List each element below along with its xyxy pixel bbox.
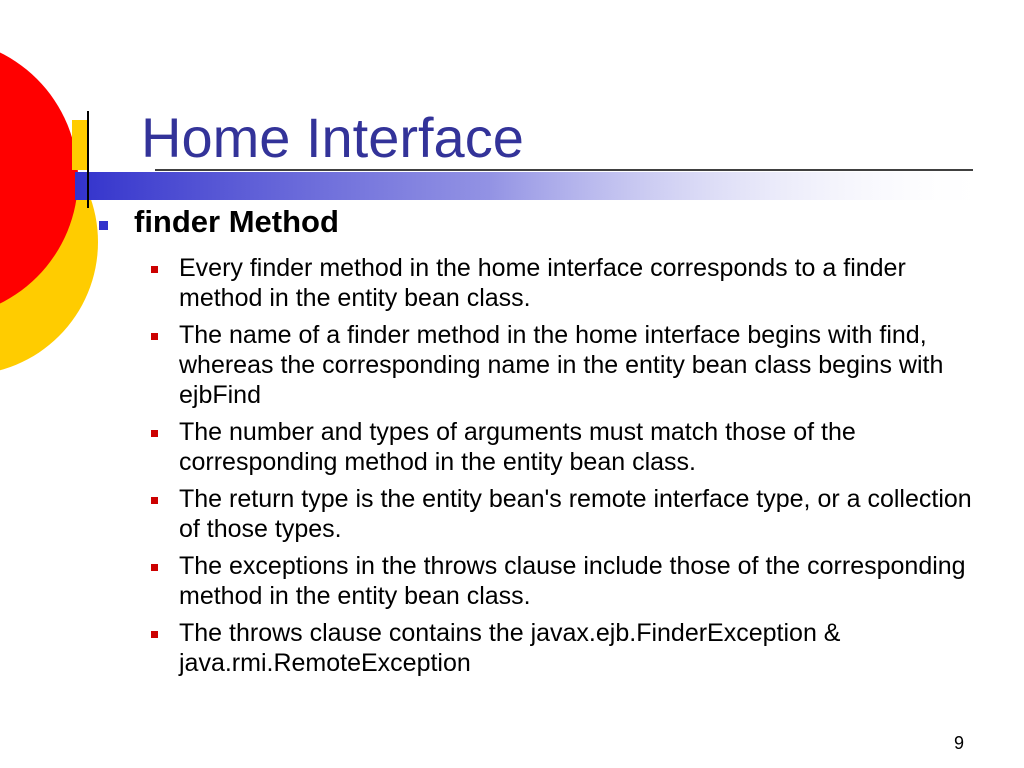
blue-gradient-bar — [75, 172, 995, 200]
square-bullet-icon — [151, 266, 158, 273]
slide-title: Home Interface — [141, 106, 524, 169]
square-bullet-icon — [151, 430, 158, 437]
list-item — [148, 551, 988, 611]
square-bullet-icon — [99, 221, 108, 230]
list-item-text: The throws clause contains the javax.ejb.FinderException & java.rmi.RemoteException — [179, 619, 841, 677]
square-bullet-icon — [151, 631, 158, 638]
list-item — [148, 484, 988, 544]
list-item-text: Every finder method in the home interface corresponds to a finder method in the entity bean class. — [179, 254, 906, 312]
square-bullet-icon — [151, 333, 158, 340]
yellow-square-shape — [72, 120, 89, 170]
bullet-list — [148, 253, 988, 685]
list-item — [148, 618, 988, 678]
list-item — [148, 253, 988, 313]
section-heading: finder Method — [134, 204, 339, 239]
square-bullet-icon — [151, 497, 158, 504]
list-item-text: The name of a finder method in the home interface begins with find, whereas the corresponding name in the entity bean class begins with ejbFind — [179, 321, 944, 409]
list-item-text: The return type is the entity bean's remote interface type, or a collection of those types. — [179, 485, 972, 543]
page-number: 9 — [953, 733, 964, 753]
list-item-text: The exceptions in the throws clause include those of the corresponding method in the entity bean class. — [179, 552, 966, 610]
list-item — [148, 320, 988, 410]
list-item — [148, 417, 988, 477]
list-item-text: The number and types of arguments must match those of the corresponding method in the entity bean class. — [179, 418, 856, 476]
square-bullet-icon — [151, 564, 158, 571]
